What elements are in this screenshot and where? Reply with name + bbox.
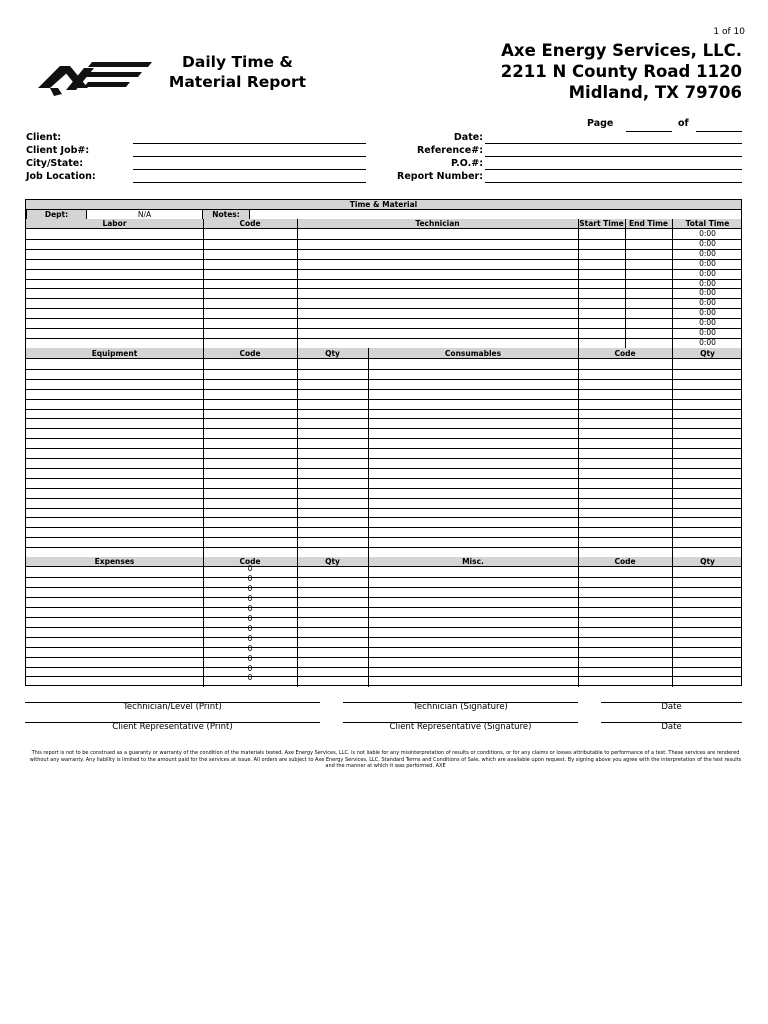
technician-signature-label: Technician (Signature) bbox=[413, 702, 508, 712]
equipment-column-line bbox=[203, 348, 204, 557]
misc-header: Misc. bbox=[462, 557, 484, 566]
equipment-row-line bbox=[26, 428, 741, 429]
labor-row-line bbox=[26, 308, 741, 309]
labor-row-line bbox=[26, 338, 741, 339]
total-time-cell[interactable]: 0:00 bbox=[699, 229, 716, 238]
consumables-header: Consumables bbox=[444, 349, 502, 358]
equipment-row-line bbox=[26, 488, 741, 489]
report-title bbox=[155, 52, 320, 92]
labor-row-line bbox=[26, 279, 741, 280]
job-location-label: Job Location: bbox=[26, 171, 96, 182]
city-state-label: City/State: bbox=[26, 158, 84, 169]
expense-code-cell[interactable]: 0 bbox=[247, 673, 253, 682]
expense-row-line bbox=[26, 676, 741, 677]
equipment-row-line bbox=[26, 547, 741, 548]
equipment-row-line bbox=[26, 438, 741, 439]
equipment-row-line bbox=[26, 508, 741, 509]
equipment-qty-header: Qty bbox=[325, 349, 340, 358]
client-signature-label: Client Representative (Signature) bbox=[389, 722, 532, 732]
expense-code-cell[interactable]: 0 bbox=[247, 584, 253, 593]
reference-label: Reference#: bbox=[416, 145, 483, 156]
labor-row-line bbox=[26, 298, 741, 299]
equipment-row-line bbox=[26, 478, 741, 479]
total-time-cell[interactable]: 0:00 bbox=[699, 249, 716, 258]
equipment-row-line bbox=[26, 468, 741, 469]
expense-code-cell[interactable]: 0 bbox=[247, 664, 253, 673]
expense-row-line bbox=[26, 667, 741, 668]
expense-column-line bbox=[578, 557, 579, 687]
expense-row-line bbox=[26, 587, 741, 588]
equipment-row-line bbox=[26, 418, 741, 419]
labor-column-line bbox=[203, 219, 204, 348]
equipment-column-line bbox=[297, 348, 298, 557]
disclaimer: This report is not to be construed as a guaranty or warranty of the condition of the materials tested. Axe Energy Services, LLC. is not liable for any misinterpretation of results or conditions, or for any claims or losses attributable to performance of a test. These services are rendered without any warranty. Any liability is limited to the amount paid for the services at issue. All orders are subject to Axe Energy Services, LLC, Standard Terms and Conditions of Sale, which are available upon request. By signing above you agree with the interpretation of the test results and the manner at which it was performed. AXE bbox=[29, 750, 742, 769]
expense-row-line bbox=[26, 597, 741, 598]
client-print-label: Client Representative (Print) bbox=[112, 722, 233, 732]
labor-row-line bbox=[26, 249, 741, 250]
total-time-cell[interactable]: 0:00 bbox=[699, 298, 716, 307]
labor-row-line bbox=[26, 269, 741, 270]
report-number-label: Report Number: bbox=[397, 171, 483, 182]
equipment-row-line bbox=[26, 527, 741, 528]
technician-print-label: Technician/Level (Print) bbox=[123, 702, 222, 712]
consumables-code-header: Code bbox=[614, 349, 636, 358]
client-date-label: Date bbox=[661, 722, 682, 732]
expenses-code-header: Code bbox=[239, 557, 261, 566]
reference-field[interactable] bbox=[485, 156, 742, 157]
expense-code-cell[interactable]: 0 bbox=[247, 564, 253, 573]
page-field[interactable] bbox=[626, 131, 672, 132]
client-field[interactable] bbox=[133, 143, 366, 144]
labor-column-line bbox=[297, 219, 298, 348]
total-time-header: Total Time bbox=[685, 219, 730, 228]
expense-code-cell[interactable]: 0 bbox=[247, 604, 253, 613]
client-job-field[interactable] bbox=[133, 156, 366, 157]
expense-row-line bbox=[26, 637, 741, 638]
expense-code-cell[interactable]: 0 bbox=[247, 614, 253, 623]
labor-column-line bbox=[578, 219, 579, 348]
total-time-cell[interactable]: 0:00 bbox=[699, 279, 716, 288]
expense-code-cell[interactable]: 0 bbox=[247, 654, 253, 663]
expense-column-line bbox=[297, 557, 298, 687]
page-label: Page bbox=[587, 118, 614, 129]
expense-row-line bbox=[26, 647, 741, 648]
labor-header: Labor bbox=[102, 219, 127, 228]
expense-code-cell[interactable]: 0 bbox=[247, 574, 253, 583]
expense-column-line bbox=[672, 557, 673, 687]
equipment-row-line bbox=[26, 369, 741, 370]
expense-column-line bbox=[368, 557, 369, 687]
expenses-qty-header: Qty bbox=[325, 557, 340, 566]
equipment-row-line bbox=[26, 498, 741, 499]
city-state-field[interactable] bbox=[133, 169, 366, 170]
labor-row-line bbox=[26, 259, 741, 260]
client-job-label: Client Job#: bbox=[26, 145, 90, 156]
date-field[interactable] bbox=[485, 143, 742, 144]
job-location-field[interactable] bbox=[133, 182, 366, 183]
po-label: P.O.#: bbox=[450, 158, 483, 169]
equipment-row-line bbox=[26, 409, 741, 410]
dept-value: N/A bbox=[137, 210, 152, 219]
equipment-column-line bbox=[672, 348, 673, 557]
notes-label: Notes: bbox=[212, 210, 240, 219]
equipment-column-line bbox=[578, 348, 579, 557]
client-label: Client: bbox=[26, 132, 62, 143]
labor-code-header: Code bbox=[239, 219, 261, 228]
expenses-header: Expenses bbox=[94, 557, 135, 566]
technician-header: Technician bbox=[415, 219, 460, 228]
company-address: 2211 N County Road 1120 bbox=[500, 62, 742, 81]
labor-row-line bbox=[26, 318, 741, 319]
start-time-header: Start Time bbox=[579, 219, 624, 228]
consumables-qty-header: Qty bbox=[700, 349, 715, 358]
total-time-cell[interactable]: 0:00 bbox=[699, 318, 716, 327]
expense-row-line bbox=[26, 617, 741, 618]
total-time-cell[interactable]: 0:00 bbox=[699, 308, 716, 317]
equipment-row-line bbox=[26, 537, 741, 538]
equipment-row-line bbox=[26, 458, 741, 459]
total-time-cell[interactable]: 0:00 bbox=[699, 288, 716, 297]
labor-row-line bbox=[26, 239, 741, 240]
axe-logo bbox=[38, 58, 152, 96]
expense-code-cell[interactable]: 0 bbox=[247, 594, 253, 603]
time-material-grid bbox=[25, 199, 742, 686]
total-time-cell[interactable]: 0:00 bbox=[699, 328, 716, 337]
expense-code-cell[interactable]: 0 bbox=[247, 644, 253, 653]
equipment-header: Equipment bbox=[91, 349, 138, 358]
misc-qty-header: Qty bbox=[700, 557, 715, 566]
equipment-row-line bbox=[26, 399, 741, 400]
labor-column-line bbox=[625, 219, 626, 348]
expense-code-cell[interactable]: 0 bbox=[247, 624, 253, 633]
equipment-row-line bbox=[26, 517, 741, 518]
expense-row-line bbox=[26, 627, 741, 628]
report-title-line-2: Material Report bbox=[168, 73, 307, 91]
equipment-row-line bbox=[26, 379, 741, 380]
po-field[interactable] bbox=[485, 169, 742, 170]
total-time-cell[interactable]: 0:00 bbox=[699, 259, 716, 268]
expense-code-cell[interactable]: 0 bbox=[247, 634, 253, 643]
technician-date-label: Date bbox=[661, 702, 682, 712]
company-name: Axe Energy Services, LLC. bbox=[501, 41, 742, 60]
report-number-field[interactable] bbox=[485, 182, 742, 183]
date-label: Date: bbox=[453, 132, 483, 143]
of-label: of bbox=[678, 118, 689, 129]
misc-code-header: Code bbox=[614, 557, 636, 566]
expense-row-line bbox=[26, 577, 741, 578]
company-block bbox=[420, 40, 742, 103]
report-title-line-1: Daily Time & bbox=[182, 53, 293, 71]
total-time-cell[interactable]: 0:00 bbox=[699, 239, 716, 248]
end-time-header: End Time bbox=[628, 219, 669, 228]
grid-title: Time & Material bbox=[349, 200, 418, 209]
page-total-field[interactable] bbox=[696, 131, 742, 132]
equipment-row-line bbox=[26, 448, 741, 449]
equipment-code-header: Code bbox=[239, 349, 261, 358]
dept-label: Dept: bbox=[44, 210, 69, 219]
expense-row-line bbox=[26, 607, 741, 608]
labor-row-line bbox=[26, 288, 741, 289]
total-time-cell[interactable]: 0:00 bbox=[699, 338, 716, 347]
labor-row-line bbox=[26, 328, 741, 329]
company-city: Midland, TX 79706 bbox=[568, 83, 742, 102]
equipment-column-line bbox=[368, 348, 369, 557]
equipment-row-line bbox=[26, 389, 741, 390]
page-indicator: 1 of 10 bbox=[713, 27, 745, 37]
total-time-cell[interactable]: 0:00 bbox=[699, 269, 716, 278]
expense-row-line bbox=[26, 657, 741, 658]
